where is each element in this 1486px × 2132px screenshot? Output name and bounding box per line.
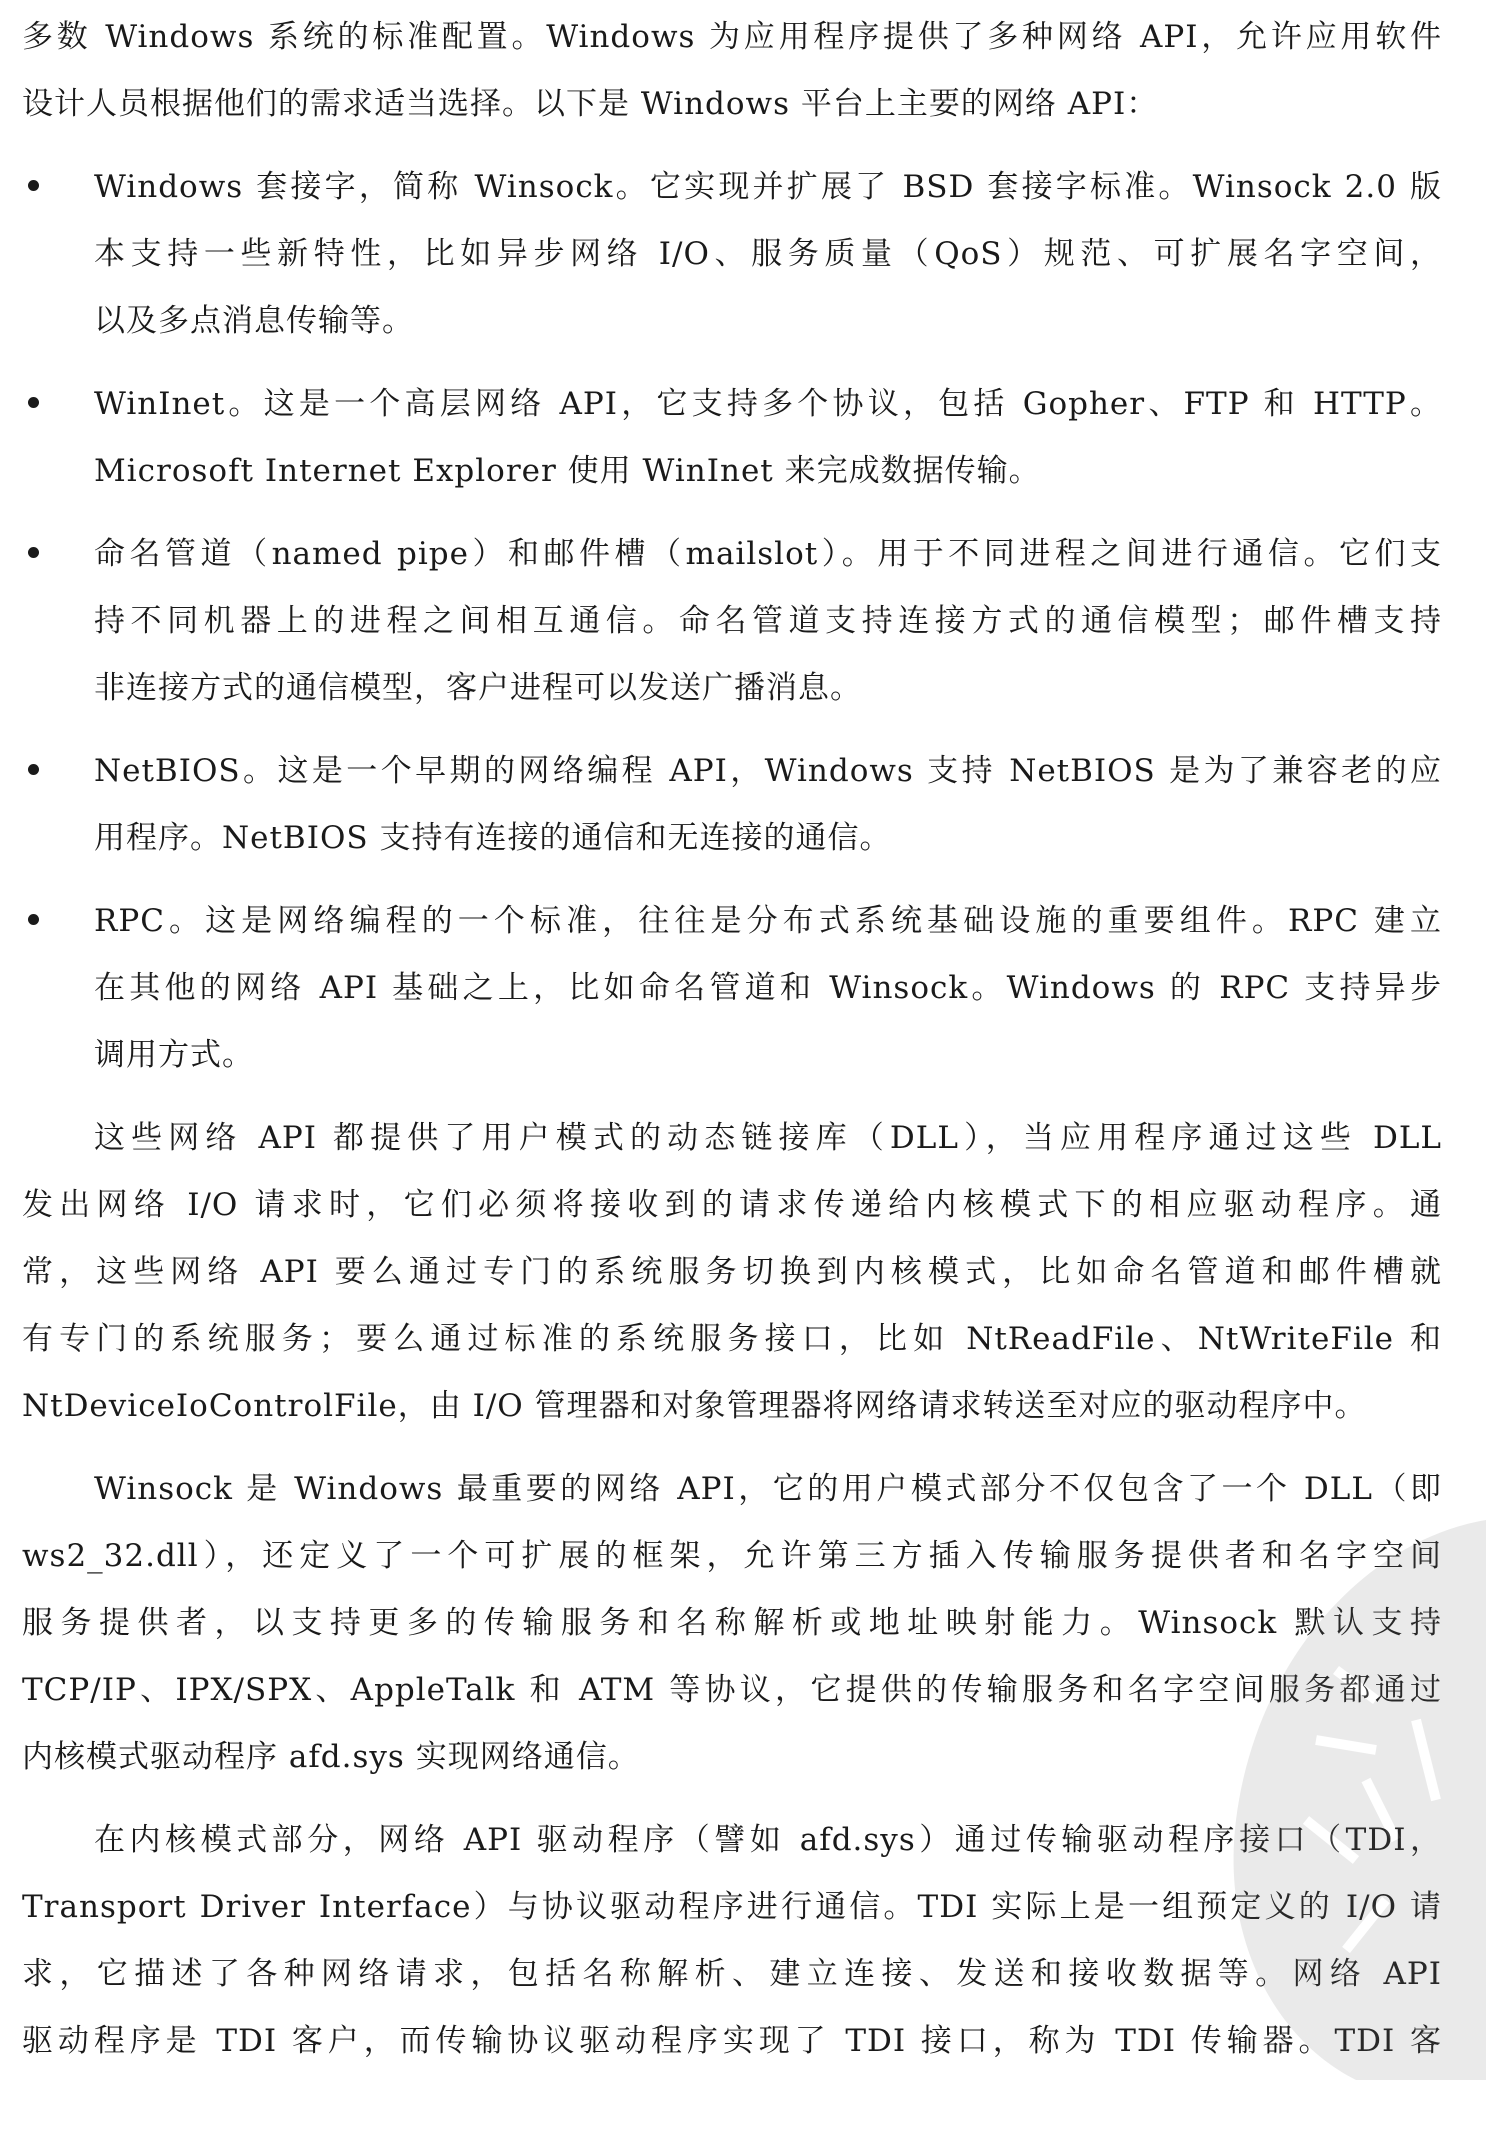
intro-paragraph	[22, 4, 1442, 138]
list-item	[22, 371, 1442, 505]
bullet-dot-icon	[28, 180, 39, 191]
text-line: Transport Driver Interface）与协议驱动程序进行通信。TDI 实际上是一组预定义的 I/O 请	[22, 1889, 1442, 1925]
list-item	[22, 888, 1442, 1089]
text-line: RPC。这是网络编程的一个标准，往往是分布式系统基础设施的重要组件。RPC 建立	[94, 903, 1442, 939]
text-line: 内核模式驱动程序 afd.sys 实现网络通信。	[22, 1739, 640, 1775]
text-line: 命名管道（named pipe）和邮件槽（mailslot）。用于不同进程之间进行通信。它们支	[94, 536, 1442, 572]
text-line: 发出网络 I/O 请求时，它们必须将接收到的请求传递给内核模式下的相应驱动程序。通	[22, 1187, 1442, 1223]
text-line: Windows 套接字，简称 Winsock。它实现并扩展了 BSD 套接字标准。Winsock 2.0 版	[94, 169, 1442, 205]
bullet-dot-icon	[28, 547, 39, 558]
text-line: Microsoft Internet Explorer 使用 WinInet 来完成数据传输。	[94, 453, 1041, 489]
text-line: 本支持一些新特性，比如异步网络 I/O、服务质量（QoS）规范、可扩展名字空间，	[94, 236, 1442, 272]
text-line: 持不同机器上的进程之间相互通信。命名管道支持连接方式的通信模型；邮件槽支持	[94, 603, 1442, 639]
text-line: WinInet。这是一个高层网络 API，它支持多个协议，包括 Gopher、FTP 和 HTTP。	[94, 386, 1442, 422]
list-item	[22, 738, 1442, 872]
list-item	[22, 154, 1442, 355]
text-line: 驱动程序是 TDI 客户，而传输协议驱动程序实现了 TDI 接口，称为 TDI 传输器。TDI 客	[22, 2023, 1442, 2059]
text-line: 调用方式。	[94, 1037, 254, 1073]
text-line: 常，这些网络 API 要么通过专门的系统服务切换到内核模式，比如命名管道和邮件槽就	[22, 1254, 1442, 1290]
bullet-dot-icon	[28, 397, 39, 408]
text-line: ws2_32.dll），还定义了一个可扩展的框架，允许第三方插入传输服务提供者和名字空间	[22, 1538, 1442, 1574]
text-line: 在其他的网络 API 基础之上，比如命名管道和 Winsock。Windows 的 RPC 支持异步	[94, 970, 1442, 1006]
text-line: 服务提供者，以支持更多的传输服务和名称解析或地址映射能力。Winsock 默认支持	[22, 1605, 1442, 1641]
paragraph	[22, 1105, 1442, 1440]
text-line: 在内核模式部分，网络 API 驱动程序（譬如 afd.sys）通过传输驱动程序接口（TDI，	[94, 1822, 1442, 1858]
text-line: 非连接方式的通信模型，客户进程可以发送广播消息。	[94, 670, 862, 706]
text-line: NetBIOS。这是一个早期的网络编程 API，Windows 支持 NetBIOS 是为了兼容老的应	[94, 753, 1442, 789]
list-item	[22, 521, 1442, 722]
text-line: 以及多点消息传输等。	[94, 303, 414, 339]
text-line: 多数 Windows 系统的标准配置。Windows 为应用程序提供了多种网络 API，允许应用软件	[22, 19, 1442, 55]
text-line: 设计人员根据他们的需求适当选择。以下是 Windows 平台上主要的网络 API：	[22, 86, 1159, 122]
text-line: 有专门的系统服务；要么通过标准的系统服务接口，比如 NtReadFile、NtWriteFile 和	[22, 1321, 1442, 1357]
text-line: 这些网络 API 都提供了用户模式的动态链接库（DLL），当应用程序通过这些 DLL	[94, 1120, 1442, 1156]
bullet-dot-icon	[28, 914, 39, 925]
network-api-list	[22, 154, 1442, 1089]
watermark-stamp	[1216, 1520, 1486, 2080]
bullet-dot-icon	[28, 764, 39, 775]
text-line: 用程序。NetBIOS 支持有连接的通信和无连接的通信。	[94, 820, 892, 856]
text-line: NtDeviceIoControlFile，由 I/O 管理器和对象管理器将网络请求转送至对应的驱动程序中。	[22, 1388, 1367, 1424]
text-line: 求，它描述了各种网络请求，包括名称解析、建立连接、发送和接收数据等。网络 API	[22, 1956, 1442, 1992]
text-line: Winsock 是 Windows 最重要的网络 API，它的用户模式部分不仅包含了一个 DLL（即	[94, 1471, 1442, 1507]
text-line: TCP/IP、IPX/SPX、AppleTalk 和 ATM 等协议，它提供的传输服务和名字空间服务都通过	[22, 1672, 1442, 1708]
